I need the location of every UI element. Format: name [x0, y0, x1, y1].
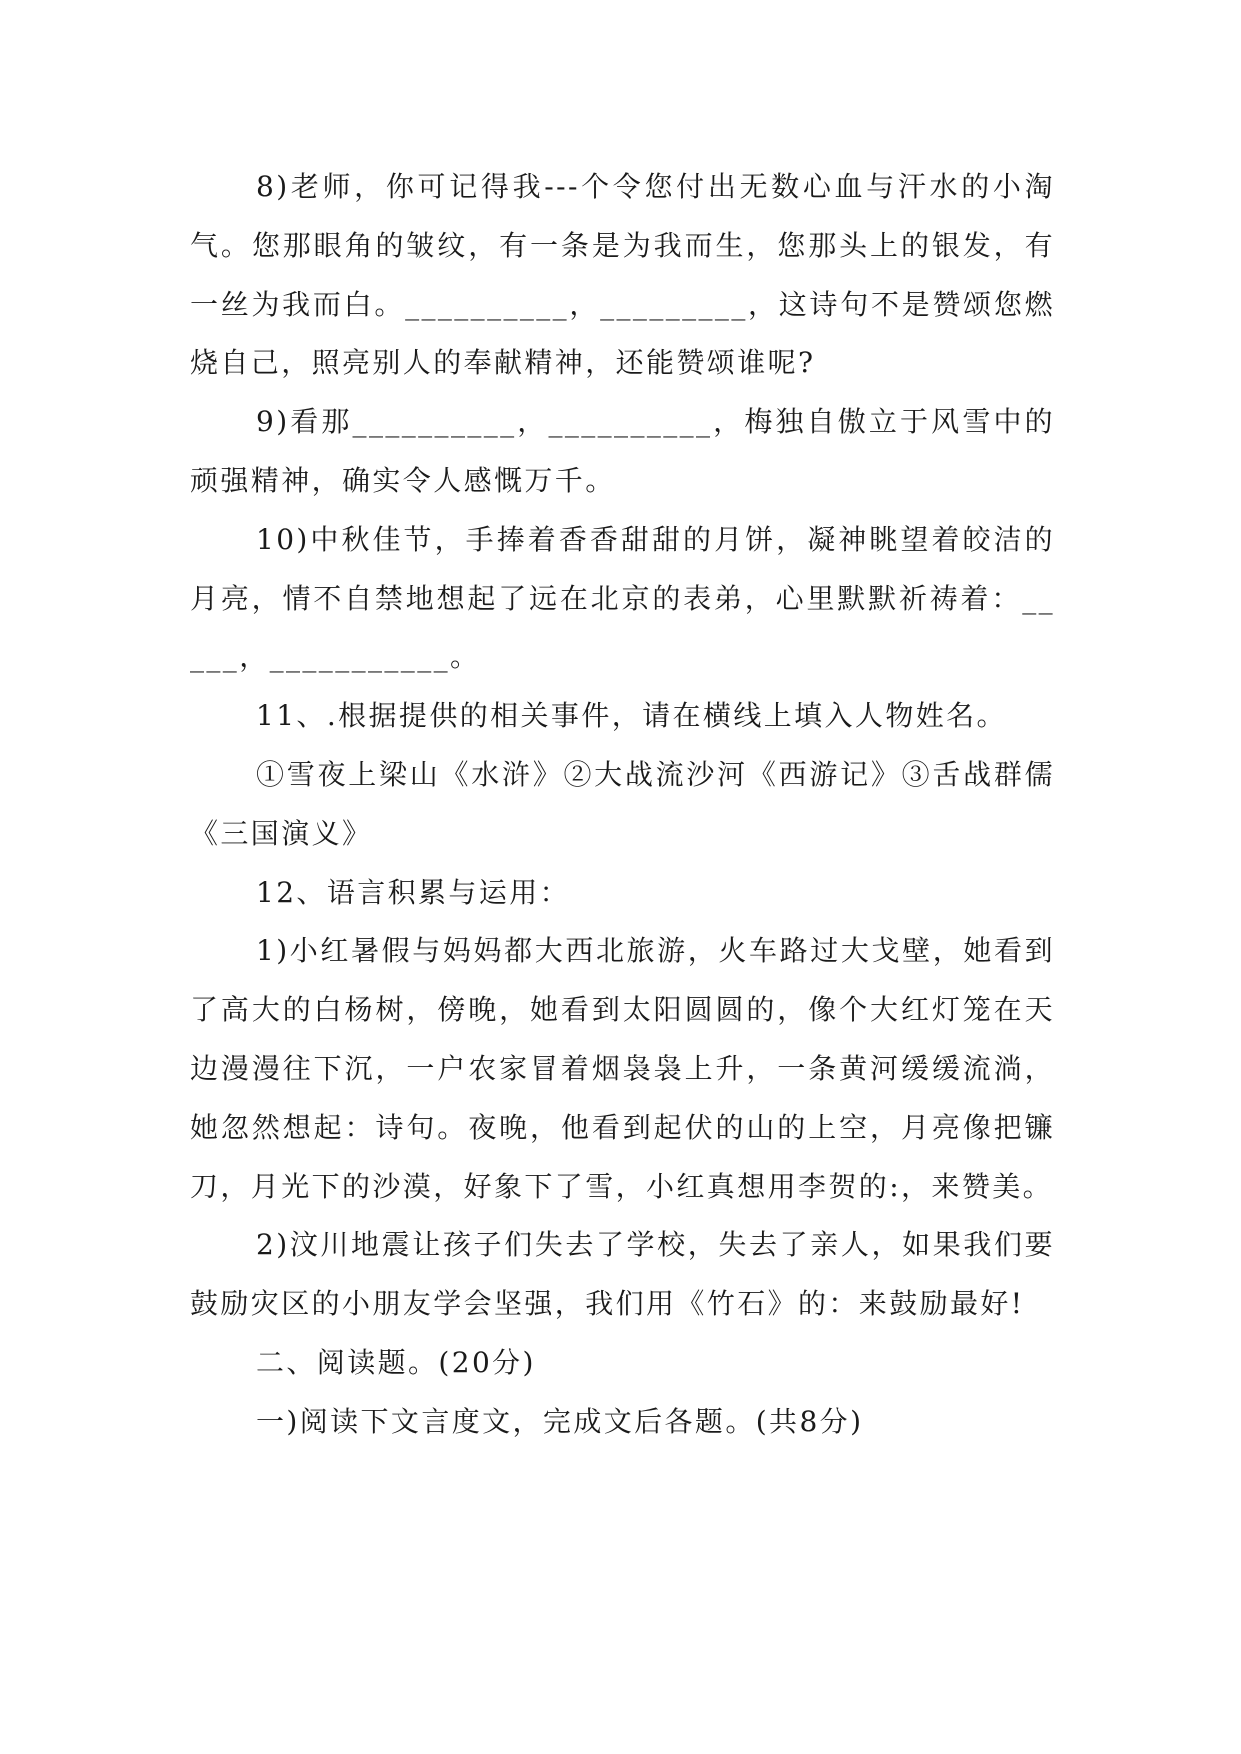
question-12: 12、语言积累与运用：: [256, 875, 571, 909]
section-heading-reading: 二、阅读题。(20分): [256, 1345, 536, 1379]
question-12-part-1: 1)小红暑假与妈妈都大西北旅游，火车路过大戈壁，她看到了高大的白杨树，傍晚，她看到太阳圆圆的，像个大红灯笼在天边漫漫往下沉，一户农家冒着烟袅袅上升，一条黄河缓缓流淌，她忽然想起：诗句。夜晚，他看到起伏的山的上空，月亮像把镰刀，月光下的沙漠，好象下了雪，小红真想用李贺的:，来赞美。: [190, 934, 1055, 1203]
question-8: 8)老师，你可记得我---个令您付出无数心血与汗水的小淘气。您那眼角的皱纹，有一条是为我而生，您那头上的银发，有一丝为我而白。__________，_________，这诗句不是赞颂您燃烧自己，照亮别人的奉献精神，还能赞颂谁呢?: [190, 170, 1055, 380]
question-9: 9)看那__________，__________，梅独自傲立于风雪中的顽强精神，确实令人感慨万千。: [190, 405, 1055, 497]
question-12-part-2: 2)汶川地震让孩子们失去了学校，失去了亲人，如果我们要鼓励灾区的小朋友学会坚强，我们用《竹石》的：来鼓励最好!: [190, 1228, 1055, 1321]
question-11-events: ①雪夜上梁山《水浒》②大战流沙河《西游记》③舌战群儒《三国演义》: [190, 757, 1055, 850]
document-body: [190, 158, 1055, 1452]
question-11: 11、.根据提供的相关事件，请在横线上填入人物姓名。: [256, 699, 1007, 733]
subsection-heading-classical-text: 一)阅读下文言度文，完成文后各题。(共8分): [256, 1404, 864, 1438]
question-10: 10)中秋佳节，手捧着香香甜甜的月饼，凝神眺望着皎洁的月亮，情不自禁地想起了远在北京的表弟，心里默默祈祷着：_____，___________。: [190, 522, 1055, 674]
